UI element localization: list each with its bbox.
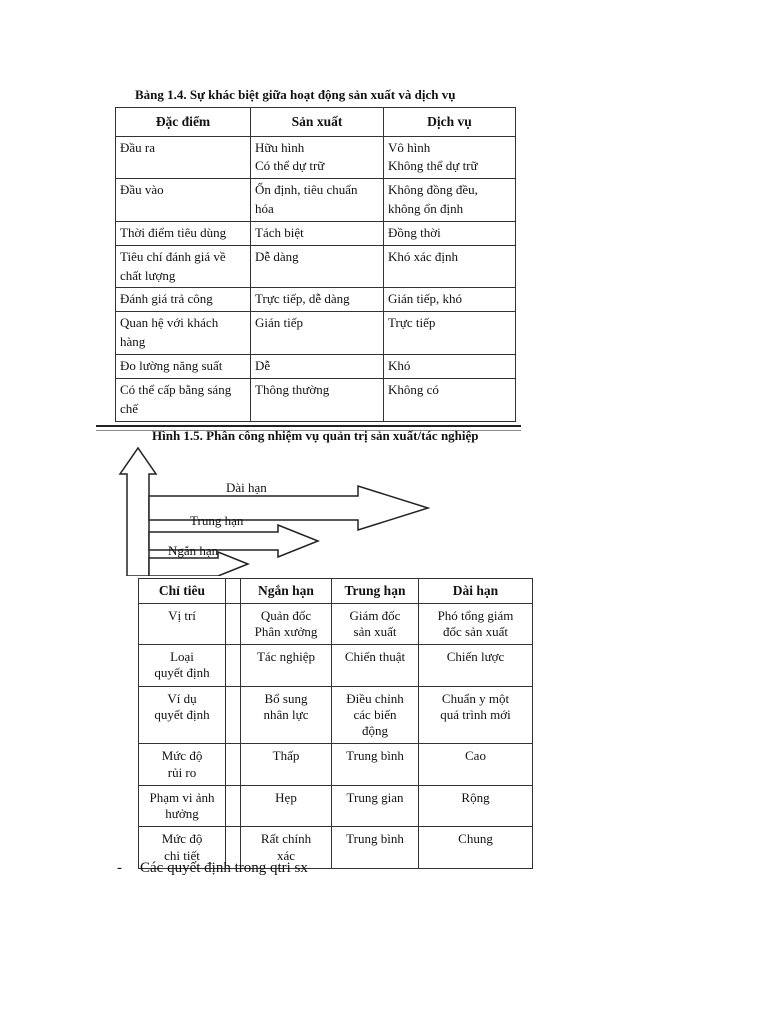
bullet-text: Các quyết định trong qtri sx	[140, 860, 308, 876]
table-cell: Trung gian	[332, 785, 419, 827]
table-row	[116, 378, 516, 421]
table-row	[139, 603, 533, 645]
arrow-label-medium-term: Trung hạn	[190, 513, 244, 528]
table-management-levels	[138, 578, 533, 869]
table-cell: Phó tổng giám đốc sản xuất	[419, 603, 533, 645]
table-row	[116, 221, 516, 245]
table-cell: Thời điểm tiêu dùng	[116, 221, 251, 245]
table2-header-criteria: Chỉ tiêu	[139, 579, 226, 604]
table-cell: Đồng thời	[384, 221, 516, 245]
table-cell: Vô hình Không thể dự trữ	[384, 136, 516, 179]
table-cell: Chiến thuật	[332, 645, 419, 687]
table-cell: Dễ	[251, 355, 384, 379]
table-cell	[226, 785, 241, 827]
hierarchy-arrows-diagram	[118, 446, 438, 576]
table-cell: Rộng	[419, 785, 533, 827]
table-cell: Đo lường năng suất	[116, 355, 251, 379]
table-cell: Điều chỉnh các biến động	[332, 686, 419, 744]
table-differences	[115, 107, 516, 422]
table-cell: Giám đốc sản xuất	[332, 603, 419, 645]
table-cell: Vị trí	[139, 603, 226, 645]
arrow-label-short-term: Ngắn hạn	[168, 543, 219, 558]
table-cell: Khó	[384, 355, 516, 379]
table-cell	[226, 645, 241, 687]
table2-header-long: Dài hạn	[419, 579, 533, 604]
table-cell: Không đồng đều, không ổn định	[384, 179, 516, 222]
arrow-label-long-term: Dài hạn	[226, 480, 267, 495]
table1-header-production: Sản xuất	[251, 108, 384, 137]
table-cell: Tiêu chí đánh giá về chất lượng	[116, 245, 251, 288]
table-cell: Đầu ra	[116, 136, 251, 179]
table-cell: Bổ sung nhân lực	[241, 686, 332, 744]
table-cell: Tác nghiệp	[241, 645, 332, 687]
table-cell: Trung bình	[332, 744, 419, 786]
table-row	[139, 645, 533, 687]
table-row	[116, 355, 516, 379]
table-cell: Trực tiếp, dễ dàng	[251, 288, 384, 312]
table-cell: Không có	[384, 378, 516, 421]
table-row	[116, 245, 516, 288]
table1-caption: Bảng 1.4. Sự khác biệt giữa hoạt động sản xuất và dịch vụ	[135, 87, 456, 102]
table-cell: Quan hệ với khách hàng	[116, 312, 251, 355]
table-cell: Gián tiếp	[251, 312, 384, 355]
table-cell: Dễ dàng	[251, 245, 384, 288]
table1-header-feature: Đặc điểm	[116, 108, 251, 137]
table-cell: Cao	[419, 744, 533, 786]
table1-header-service: Dịch vụ	[384, 108, 516, 137]
table-row	[116, 312, 516, 355]
table-cell: Khó xác định	[384, 245, 516, 288]
table-cell: Mức độ rủi ro	[139, 744, 226, 786]
table-cell: Chung	[419, 827, 533, 869]
table-row	[116, 288, 516, 312]
table-cell: Đầu vào	[116, 179, 251, 222]
table2-header-gap	[226, 579, 241, 604]
table-cell	[226, 603, 241, 645]
table-row	[139, 744, 533, 786]
table-cell	[226, 744, 241, 786]
table-row	[139, 785, 533, 827]
table-cell: Hẹp	[241, 785, 332, 827]
table-cell: Gián tiếp, khó	[384, 288, 516, 312]
table-cell: Chuẩn y một quá trình mới	[419, 686, 533, 744]
table-cell: Thông thường	[251, 378, 384, 421]
table-cell: Tách biệt	[251, 221, 384, 245]
table-cell: Phạm vi ảnh hưởng	[139, 785, 226, 827]
table-cell: Trực tiếp	[384, 312, 516, 355]
table-cell	[226, 686, 241, 744]
table-cell: Có thể cấp bằng sáng chế	[116, 378, 251, 421]
table-cell: Ổn định, tiêu chuẩn hóa	[251, 179, 384, 222]
divider-line	[96, 425, 521, 427]
table-row	[116, 179, 516, 222]
table-cell: Chiến lược	[419, 645, 533, 687]
table-cell: Loại quyết định	[139, 645, 226, 687]
table2-header-short: Ngắn hạn	[241, 579, 332, 604]
figure-caption: Hình 1.5. Phân công nhiệm vụ quản trị sản xuất/tác nghiệp	[152, 428, 479, 443]
table2-header-medium: Trung hạn	[332, 579, 419, 604]
table-cell: Mức độ chi tiết	[139, 827, 226, 869]
table-cell: Thấp	[241, 744, 332, 786]
table-cell: Đánh giá trả công	[116, 288, 251, 312]
table-cell: Hữu hình Có thể dự trữ	[251, 136, 384, 179]
table-row	[116, 136, 516, 179]
table-cell: Quản đốc Phân xưởng	[241, 603, 332, 645]
table-cell: Rất chính xác	[241, 827, 332, 869]
bullet-marker: -	[117, 860, 122, 876]
table-cell: Trung bình	[332, 827, 419, 869]
table-row	[139, 686, 533, 744]
table-cell: Ví dụ quyết định	[139, 686, 226, 744]
